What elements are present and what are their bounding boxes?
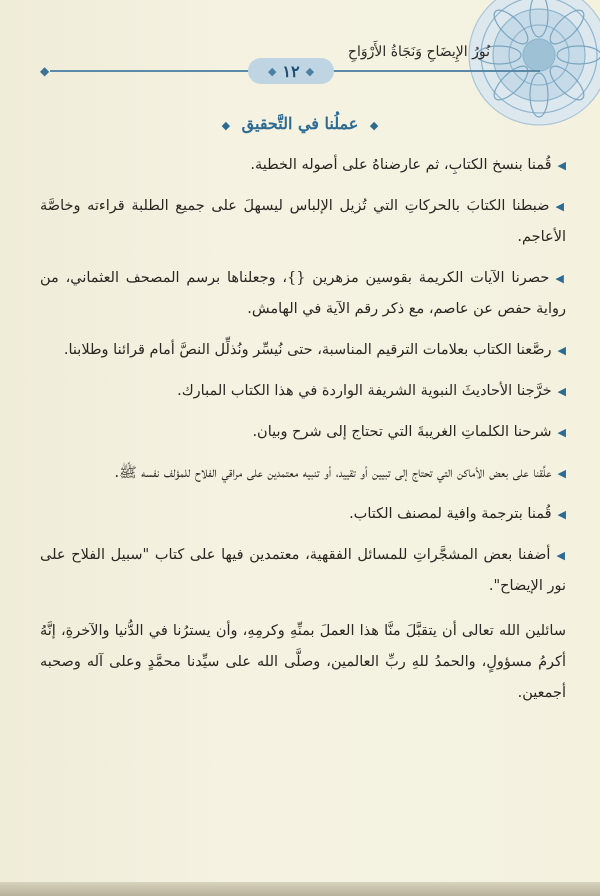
running-title: نُورُ الإِيضَاحِ وَنَجَاةُ الأَرْوَاحِ [347, 44, 490, 60]
list-item [40, 335, 566, 366]
diamond-ornament-icon: ◆ [305, 64, 315, 78]
bullet-triangle-icon: ◀ [557, 467, 566, 480]
closing-paragraph: سائلين الله تعالى أن يتقبَّلَ منَّا هذا العملَ بمنِّهِ وكرمِهِ، وأن يسترُنا في الدُّنيا والآخرةِ، إنَّهُ أكرمُ مسؤولٍ، والحمدُ للهِ ربِّ العالمين، وصلَّى الله على سيِّدنا محمَّدٍ وعلى آله وصحبه أجمعين. [40, 623, 566, 701]
list-item-text: قُمنا بنسخ الكتابِ، ثم عارضناهُ على أصوله الخطية. [250, 157, 552, 173]
page-bottom-edge [0, 882, 600, 896]
page-header [36, 44, 540, 94]
diamond-ornament-icon: ◆ [267, 64, 277, 78]
diamond-ornament-icon: ◆ [40, 64, 50, 78]
page-number-badge [248, 58, 334, 84]
bullet-triangle-icon: ◀ [557, 385, 566, 398]
section-title: عملُنا في التَّحقيق [241, 114, 359, 133]
bullet-triangle-icon: ◀ [557, 508, 566, 521]
bullet-triangle-icon: ◀ [556, 549, 566, 562]
diamond-ornament-icon: ◆ [369, 119, 379, 132]
list-item [40, 540, 566, 602]
page-body [40, 150, 566, 719]
list-item-text: قُمنا بترجمة وافية لمصنف الكتاب. [349, 506, 552, 522]
section-heading [0, 114, 600, 133]
bullet-triangle-icon: ◀ [557, 344, 566, 357]
list-item [40, 150, 566, 181]
list-item-text: حصرنا الآيات الكريمة بقوسين مزهرين {}، وجعلناها برسم المصحف العثماني، من رواية حفص عن عاصم، مع ذكر رقم الآية في الهامش. [40, 270, 566, 317]
list-item [40, 458, 566, 489]
list-item-text: خرَّجنا الأحاديثَ النبوية الشريفة الواردة في هذا الكتاب المبارك. [177, 383, 552, 399]
list-item-text: أضفنا بعض المشجَّراتِ للمسائل الفقهية، معتمدين فيها على كتاب "سبيل الفلاح على نور الإيضاح". [40, 547, 566, 594]
list-item-text: ضبطنا الكتابَ بالحركاتِ التي تُزيل الإلباس ليسهلَ على جميع الطلبة قراءته وخاصَّة الأعاجم. [40, 198, 566, 245]
list-item-text: شرحنا الكلماتِ الغريبةَ التي تحتاج إلى شرح وبيان. [252, 424, 552, 440]
bullet-triangle-icon: ◀ [555, 272, 566, 285]
bullet-triangle-icon: ◀ [557, 159, 566, 172]
list-item [40, 376, 566, 407]
list-item [40, 417, 566, 448]
bullet-triangle-icon: ◀ [557, 426, 566, 439]
bullet-triangle-icon: ◀ [555, 200, 566, 213]
list-item [40, 191, 566, 253]
list-item [40, 263, 566, 325]
list-item-text: علَّقنا على بعض الأماكن التي تحتاج إلى تبيين أو تقييد، أو تنبيه معتمدين على مراقي الفلاح للمؤلف نفسه ﷺ. [114, 465, 552, 481]
diamond-ornament-icon: ◆ [221, 119, 231, 132]
page-number: ١٢ [282, 61, 300, 81]
list-item-text: رصَّعنا الكتاب بعلامات الترقيم المناسبة، حتى نُيسِّر ونُذلِّل النصَّ أمام قرائنا وطلابنا. [63, 342, 552, 358]
list-item [40, 499, 566, 530]
